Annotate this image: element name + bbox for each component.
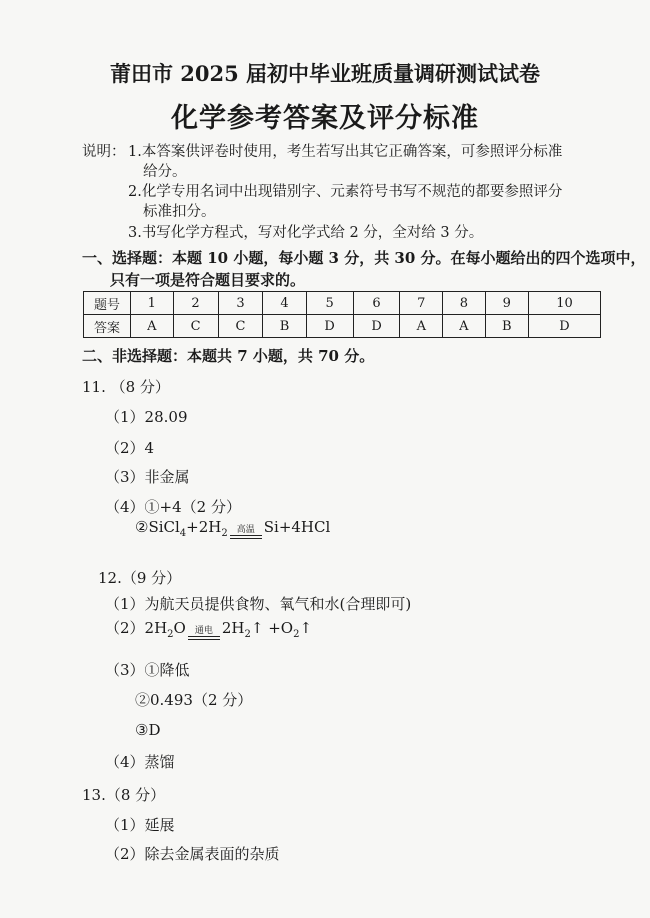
equals-bar xyxy=(188,636,220,640)
question-number-row xyxy=(84,292,601,315)
question-number: 1 xyxy=(131,292,174,315)
reaction-condition xyxy=(230,526,262,539)
section-1-heading: 一、选择题：本题 10 小题，每小题 3 分，共 30 分。在每小题给出的四个选项中， xyxy=(82,249,646,267)
q12-answer-3: （3）①降低 xyxy=(105,661,190,679)
question-number: 10 xyxy=(528,292,600,315)
equals-bar xyxy=(230,535,262,539)
answer-cell: A xyxy=(400,315,443,338)
row-header-answer: 答案 xyxy=(84,315,131,338)
q12-title: 12.（9 分） xyxy=(98,569,182,587)
question-number: 6 xyxy=(353,292,400,315)
subscript: 2 xyxy=(167,629,174,640)
q12-answer-3b: ②0.493（2 分） xyxy=(135,691,253,709)
notes-label: 说明： xyxy=(82,144,126,160)
answer-cell: C xyxy=(173,315,218,338)
question-number: 7 xyxy=(400,292,443,315)
answer-cell: C xyxy=(218,315,263,338)
subscript: 2 xyxy=(221,528,228,539)
equation-reactant-2: +2H xyxy=(186,518,222,536)
question-number: 8 xyxy=(443,292,486,315)
answer-cell: A xyxy=(443,315,486,338)
equation-product-1: 2H xyxy=(221,619,245,637)
condition-text: 高温 xyxy=(236,525,255,535)
question-number: 9 xyxy=(485,292,528,315)
equation-product-2: ↑ +O xyxy=(250,619,294,637)
q11-title: 11. （8 分） xyxy=(82,378,170,396)
q13-answer-1: （1）延展 xyxy=(105,816,175,834)
answer-cell: D xyxy=(353,315,400,338)
equation-oxygen: O xyxy=(173,619,186,637)
section-1-heading-cont: 只有一项是符合题目要求的。 xyxy=(110,271,306,289)
gas-arrow: ↑ xyxy=(299,619,313,637)
answer-table xyxy=(83,291,601,338)
q12-answer-1: （1）为航天员提供食物、氧气和水(合理即可) xyxy=(105,595,412,613)
q13-answer-2: （2）除去金属表面的杂质 xyxy=(105,845,280,863)
q12-equation xyxy=(105,617,312,640)
equation-reactant-1: ②SiCl xyxy=(135,518,180,536)
note-1: 1.本答案供评卷时使用，考生若写出其它正确答案，可参照评分标准 xyxy=(128,144,563,160)
answer-cell: D xyxy=(306,315,353,338)
q11-answer-3: （3）非金属 xyxy=(105,468,190,486)
answer-cell: B xyxy=(263,315,306,338)
subscript: 4 xyxy=(179,528,187,539)
answer-cell: B xyxy=(485,315,528,338)
subscript: 2 xyxy=(293,629,300,640)
q11-answer-1: （1）28.09 xyxy=(105,408,188,426)
q11-answer-2: （2）4 xyxy=(105,439,155,457)
q12-answer-4: （4）蒸馏 xyxy=(105,753,175,771)
note-2: 2.化学专用名词中出现错别字、元素符号书写不规范的都要参照评分 xyxy=(128,184,563,200)
question-number: 4 xyxy=(263,292,306,315)
equation-reactant: （2）2H xyxy=(105,619,168,637)
question-number: 2 xyxy=(173,292,218,315)
note-3: 3.书写化学方程式，写对化学式给 2 分，全对给 3 分。 xyxy=(128,225,484,241)
question-number: 5 xyxy=(306,292,353,315)
subscript: 2 xyxy=(244,629,251,640)
answer-cell: A xyxy=(131,315,174,338)
equation-products: Si+4HCl xyxy=(263,518,331,536)
answer-cell: D xyxy=(528,315,600,338)
q11-equation xyxy=(135,518,330,539)
q13-title: 13.（8 分） xyxy=(82,786,166,804)
condition-text: 通电 xyxy=(194,626,213,636)
note-2-cont: 标准扣分。 xyxy=(143,204,216,220)
answer-row xyxy=(84,315,601,338)
q12-answer-3c: ③D xyxy=(135,721,161,739)
reaction-condition xyxy=(188,627,220,640)
answer-key-title: 化学参考答案及评分标准 xyxy=(171,103,479,134)
section-2-heading: 二、非选择题：本题共 7 小题，共 70 分。 xyxy=(82,347,375,365)
q11-answer-4: （4）①+4（2 分） xyxy=(105,498,241,516)
note-1-cont: 给分。 xyxy=(143,164,187,180)
row-header-number: 题号 xyxy=(84,292,131,315)
question-number: 3 xyxy=(218,292,263,315)
exam-title: 莆田市 2025 届初中毕业班质量调研测试试卷 xyxy=(109,61,541,86)
